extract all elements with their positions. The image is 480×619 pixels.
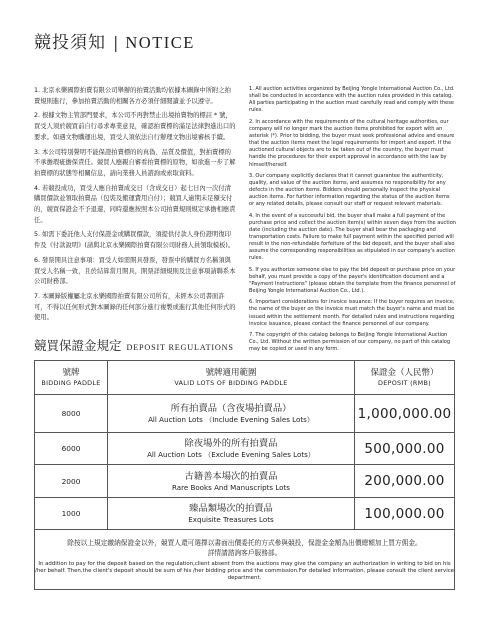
valid-lots-en: Exquisite Treasures Lots (188, 515, 274, 524)
paddle-number: 2000 (35, 465, 108, 498)
deposit-amount: 1,000,000.00 (355, 395, 455, 433)
deposit-title-en: DEPOSIT REGULATIONS (126, 343, 234, 352)
valid-lots-cn: 除夜場外的所有拍賣品 (184, 438, 278, 449)
table-header-row (35, 361, 455, 395)
deposit-amount: 200,000.00 (355, 465, 455, 498)
deposit-amount: 500,000.00 (355, 433, 455, 465)
paddle-number: 8000 (35, 395, 108, 433)
notice-en-item: 7. The copyright of this catalog belongs to Beijing Yongle International Auction Co., Ltd. Without the written permission of our company, no part of this catalog may be copied or used in any form. (249, 331, 451, 353)
page-title-cn: 競投須知 (34, 33, 106, 53)
valid-lots-cell (108, 498, 355, 530)
paddle-number: 6000 (35, 433, 108, 465)
valid-lots-en: All Auction Lots （Exclude Evening Sales Lots） (147, 450, 315, 459)
deposit-title-cn: 競買保證金規定 (34, 338, 122, 353)
valid-lots-en: Rare Books And Manuscripts Lots (171, 482, 291, 492)
table-row (35, 498, 455, 530)
notice-en-item: 4. In the event of a successful bid, the buyer shall make a full payment of the purchase price and collect the auction item(s) within seven days from the auction date (including the auction date). The buyer shall bear the packaging and transportation costs. Failure to make full payment within the specified period will result in the non-refundable forfeiture of the bid deposit, and the buyer shall also assume the corresponding responsibilities as stipulated in our company's auction rules. (249, 212, 456, 262)
deposit-note-en: In addition to pay for the deposit based on the regulation,client absent from the auctions may give the company an authorization in writing to bid on his /her behalf. Then,the client's deposit should be sum of his /her bidding price and the commission.For detailed information, please consult the client service department. (35, 560, 454, 581)
title-separator: | (113, 33, 119, 52)
notice-english-column (249, 86, 456, 357)
deposit-note-cn: 除按以上規定繳納保證金以外，競買人還可選擇以書面出價委托的方式參與競投，保證金金額為出價總額加上買方佣金。 (67, 538, 422, 547)
table-row (35, 395, 455, 433)
notice-chinese-column (34, 86, 237, 328)
header-range (108, 361, 355, 395)
notice-cn-item: 7. 本圖錄版權屬北京永樂國際拍賣有限公司所有，未經本公司書面許可，不得以任何形式對本圖錄的任何部分進行複製或進行其他任何形式的使用。 (34, 292, 236, 322)
header-paddle-en: BIDDING PADDLE (41, 378, 101, 387)
page-title (34, 28, 195, 53)
valid-lots-cn: 古籍善本場次的拍賣品 (184, 470, 278, 482)
notice-en-item: 2. In accordance with the requirements of the cultural heritage authorities, our company will no longer mark the auction items prohibited for export with an asterisk (*). Prior to bidding, the buyer must seek professional advice and ensure that the auction items meet the legal requirements for import and export. If the auctioned cultural objects are to be taken out of the country, the buyer must handle the procedures for their export approval in accordance with the law by himself/herself. (249, 118, 455, 168)
notice-en-item: 5. If you authorize someone else to pay the bid deposit or purchase price on your behalf, you must provide a copy of the payer's identification document and a "Payment Instructions" (please obtain the template from the finance personnel of Beijing Yongle International Auction Co., Ltd.). (249, 266, 456, 295)
header-deposit-en: DEPOSIT (RMB) (378, 378, 431, 387)
header-deposit-cn: 保證金（人民幣） (370, 367, 439, 378)
valid-lots-cn: 臻品類場次的拍賣品 (189, 503, 273, 514)
deposit-amount: 100,000.00 (355, 498, 455, 530)
notice-cn-item: 4. 若競投成功，買受人應自拍賣成交日（含成交日）起七日內一次付清購買價款並領取拍賣品（包裝及搬運費用自付）；競買人逾期未足額支付的，競買保證金不予退還，同時還應按照本公司拍賣規則規定承擔相應責任。 (34, 184, 236, 224)
valid-lots-en: All Auction Lots （Include Evening Sales Lots） (148, 415, 314, 424)
deposit-note (35, 530, 455, 590)
valid-lots-cell (108, 395, 355, 433)
valid-lots-cell (108, 433, 355, 465)
notice-en-item: 3. Our company explicitly declares that it cannot guarantee the authenticity, quality, and value of the auction items, and assumes no responsibility for any defects in the auction items. Bidders should personally inspect the physical auction items. For further information regarding the status of the auction items or any related details, please consult our staff or request relevant materials. (249, 172, 450, 208)
notice-cn-item: 3. 本公司特別聲明不能保證拍賣標的的真偽、品質及價值，對拍賣標的不承擔瑕疵擔保責任。競買人應親自審看拍賣標的原物，如欲進一步了解拍賣標的狀態等相關信息，請向業務人員諮詢或索取資料。 (34, 148, 236, 177)
table-row (35, 465, 455, 498)
notice-en-item: 1. All auction activities organized by Beijing Yongle International Auction Co., Ltd. shall be conducted in accordance with the auction rules provided in this catalog. All parties participating in the auction must carefully read and comply with these rules. (249, 86, 455, 114)
notice-cn-item: 1. 北京永樂國際拍賣有限公司舉辦的拍賣活動均依據本圖錄中所附之拍賣規則進行，參加拍賣活動的相關各方必須仔細閱讀並予以遵守。 (34, 87, 231, 105)
header-paddle (35, 361, 108, 395)
deposit-section-title (34, 336, 234, 354)
deposit-table (34, 360, 455, 590)
header-range-en: VALID LOTS OF BIDDING PADDLE (174, 378, 288, 387)
header-paddle-cn: 號牌 (62, 367, 80, 378)
notice-cn-item: 5. 如需下委託他人支付保證金或購買價款，須提供付款人身份證明復印件及《付款說明》(請與北京永樂國際拍賣有限公司財務人員領取模板)。 (34, 231, 235, 250)
header-range-cn: 號牌適用範圍 (205, 367, 257, 378)
notice-cn-item: 6. 發票開具注意事項：買受人如需開具發票，發票中的購買方名稱須與買受人名稱一致，且於結算當月開具，開票詳細規則及注意事項請聯系本公司財務部。 (34, 256, 236, 286)
table-row (35, 433, 455, 465)
valid-lots-cn: 所有拍賣品（含夜場拍賣品） (170, 403, 292, 414)
notice-cn-item: 2. 根據文物主管部門要求，本公司不再對禁止出境拍賣物的標註 * 號，買受人須於競買前自行尋求專業意見，確認拍賣標的滿足法律對進出口的要求。如遇文物購運出境，買受人須依法自行辦理文物出境審核手續。 (34, 112, 236, 141)
table-note-row (35, 530, 455, 590)
valid-lots-cell (108, 465, 355, 498)
deposit-note-cn-contact: 詳情請諮詢客戶服務部。 (207, 548, 282, 557)
header-deposit (355, 361, 455, 395)
notice-en-item: 6. Important considerations for invoice issuance: If the buyer requires an invoice, the name of the buyer on the invoice must match the buyer's name and must be issued within the settlement month. For detailed rules and instructions regarding invoice issuance, please contact the finance personnel of our company. (249, 299, 455, 327)
page-title-en: NOTICE (125, 33, 195, 52)
paddle-number: 1000 (35, 498, 108, 530)
